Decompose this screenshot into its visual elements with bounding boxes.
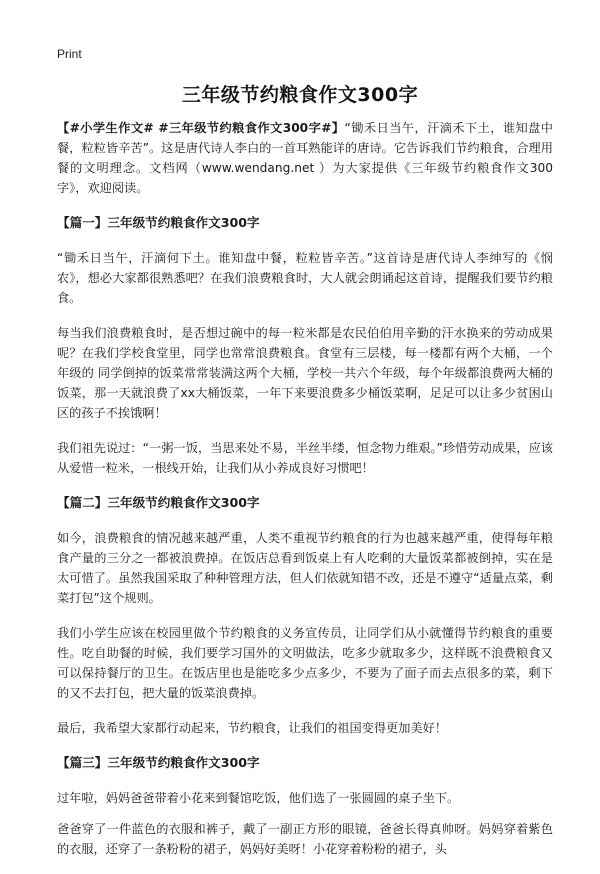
section-3-paragraph-1: 过年啦，妈妈爸爸带着小花来到餐馆吃饭，他们选了一张圆圆的桌子坐下。 xyxy=(57,791,460,805)
intro-text: “锄禾日当午，汗滴禾下土，谁知盘中餐，粒粒皆辛苦”。这是唐代诗人李白的一首耳熟能详的唐诗。它告诉我们节约粮食，合理用餐的文明理念。文档网（www.wendang.net ）为大家提供《三年级节约粮食作文300字》，欢迎阅读。 xyxy=(57,121,553,195)
section-2-paragraph-1: 如今，浪费粮食的情况越来越严重，人类不重视节约粮食的行为也越来越严重，使得每年粮食产量的三分之一都被浪费掉。在饭店总看到饭桌上有人吃剩的大量饭菜都被倒掉，实在是太可惜了。虽然我国采取了种种管理方法，但人们依就知错不改，还是不遵守“适量点菜，剩菜打包”这个规则。 xyxy=(57,531,553,605)
section-1-heading: 【篇一】三年级节约粮食作文300字 xyxy=(57,215,260,230)
section-1-paragraph-1: “锄禾日当午，汗滴何下土。谁知盘中餐，粒粒皆辛苦。”这首诗是唐代诗人李绅写的《悯农》，想必大家都很熟悉吧？在我们浪费粮食时，大人就会朗诵起这首诗，提醒我们要节约粮食。 xyxy=(57,251,553,305)
section-1-paragraph-3: 我们祖先说过：“一粥一饭，当思来处不易，半丝半缕，恒念物力维艰。”珍惜劳动成果，应该从爱惜一粒米，一根线开始，让我们从小养成良好习惯吧！ xyxy=(57,441,553,475)
intro-tag: 【#小学生作文# #三年级节约粮食作文300字#】 xyxy=(57,121,345,135)
print-link[interactable]: Print xyxy=(57,47,82,61)
section-2-heading: 【篇二】三年级节约粮食作文300字 xyxy=(57,495,260,510)
section-2-paragraph-2: 我们小学生应该在校园里做个节约粮食的义务宣传员，让同学们从小就懂得节约粮食的重要性。吃自助餐的时候，我们要学习国外的文明做法，吃多少就取多少，这样既不浪费粮食又可以保持餐厅的卫生。在饭店里也是能吃多少点多少，不要为了面子而去点很多的菜，剩下的又不去打包，把大量的饭菜浪费掉。 xyxy=(57,626,553,700)
article-title: 三年级节约粮食作文300字 xyxy=(181,84,419,106)
section-1-paragraph-2: 每当我们浪费粮食时，是否想过碗中的每一粒米都是农民伯伯用辛勤的汗水换来的劳动成果呢？在我们学校食堂里，同学也常常浪费粮食。食堂有三层楼，每一楼都有两个大桶，一个年级的 同学倒掉的饭菜常常装满这两个大桶，学校一共六个年级，每个年级都浪费两大桶的饭菜，那一天就浪费了xx大桶饭菜，一年下来要浪费多少桶饭菜啊，足足可以让多少贫困山区的孩子不挨饿啊！ xyxy=(57,326,553,420)
intro-paragraph xyxy=(57,118,553,198)
article-body xyxy=(57,118,553,874)
section-3-heading: 【篇三】三年级节约粮食作文300字 xyxy=(57,755,260,770)
section-3-paragraph-2: 爸爸穿了一件蓝色的衣服和裤子，戴了一副正方形的眼镜，爸爸长得真帅呀。妈妈穿着紫色的衣服，还穿了一条粉粉的裙子，妈妈好美呀！小花穿着粉粉的裙子，头 xyxy=(57,822,553,856)
section-2-paragraph-3: 最后，我希望大家都行动起来，节约粮食，让我们的祖国变得更加美好！ xyxy=(57,721,447,735)
